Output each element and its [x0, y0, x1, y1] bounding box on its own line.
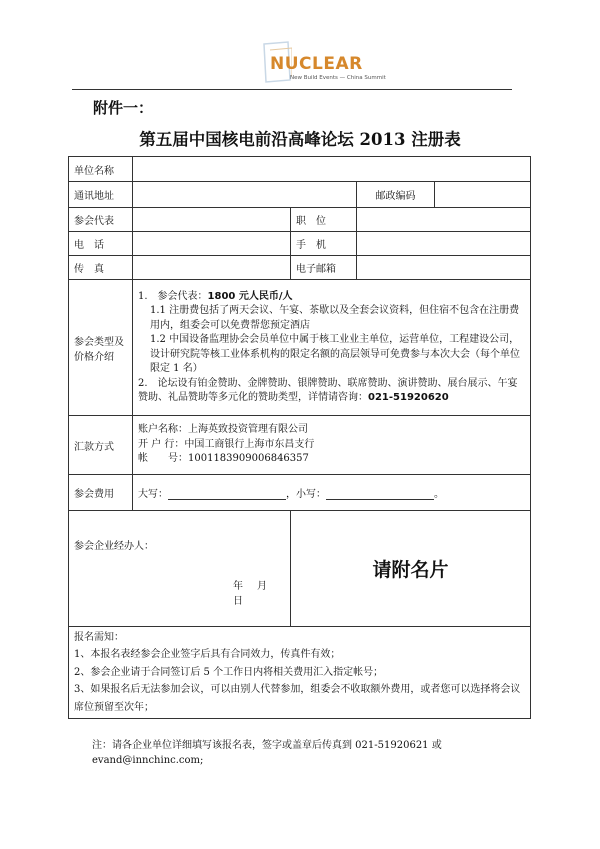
annex-label: 附件一： [93, 99, 154, 117]
handler-cell[interactable] [69, 511, 291, 627]
org-label: 单位名称 [69, 157, 133, 182]
email-field[interactable] [357, 256, 531, 280]
position-label: 职 位 [291, 208, 357, 232]
account-name: 账户名称：上海英致投资管理有限公司 [138, 424, 308, 436]
fee-description [133, 280, 531, 416]
mobile-label: 手 机 [291, 232, 357, 256]
account-number: 帐 号：1001183909006846357 [138, 453, 309, 465]
sign-date: 年 月 日 [233, 581, 281, 607]
registration-form [68, 156, 531, 719]
fax-label: 传 真 [69, 256, 133, 280]
registration-notes [69, 627, 531, 719]
fee-item-1 [138, 290, 525, 305]
paid-label: 参会费用 [69, 475, 133, 511]
note-2: 2、参会企业请于合同签订后 5 个工作日内将相关费用汇入指定帐号； [74, 666, 384, 678]
sponsor-phone: 021-51920620 [368, 392, 449, 403]
footnote: 注：请各企业单位详细填写该报名表，签字或盖章后传真到 021-51920621 或 evand@innchinc.com; [92, 740, 442, 766]
note-1: 1、本报名表经参会企业签字后具有合同效力，传真件有效； [74, 649, 341, 661]
logo-subtitle: New Build Events — China Summit [290, 75, 386, 81]
phone-field[interactable] [133, 232, 291, 256]
business-card-area[interactable]: 请附名片 [291, 511, 531, 627]
paid-field [133, 475, 531, 511]
fee-price: 1800 元人民币/人 [207, 290, 293, 302]
delegate-field[interactable] [133, 208, 291, 232]
phone-label: 电 话 [69, 232, 133, 256]
nuclear-logo [262, 40, 386, 88]
page-title: 第五届中国核电前沿高峰论坛 2013 注册表 [139, 130, 461, 149]
fee-label: 参会类型及价格介绍 [69, 280, 133, 416]
fax-field[interactable] [133, 256, 291, 280]
address-label: 通讯地址 [69, 182, 133, 208]
org-field[interactable] [133, 157, 531, 182]
upper-amount-input[interactable] [168, 489, 286, 500]
position-field[interactable] [357, 208, 531, 232]
upper-amount-label: 大写： [138, 489, 168, 500]
note-3: 3、如果报名后无法参加会议，可以由别人代替参加，组委会不收取额外费用，或者您可以选择将会议席位预留至次年； [74, 684, 521, 713]
email-label: 电子邮箱 [291, 256, 357, 280]
mobile-field[interactable] [357, 232, 531, 256]
fee-item-1-1: 1.1 注册费包括了两天会议、午宴、茶歇以及全套会议资料，但住宿不包含在注册费用内，组委会可以免费帮您预定酒店 [150, 305, 520, 331]
bank-name: 开 户 行：中国工商银行上海市东昌支行 [138, 438, 315, 450]
fee-item-1-2: 1.2 中国设备监理协会会员单位中属于核工业业主单位，运营单位，工程建设公司，设计研究院等核工业体系机构的限定名额的高层领导可免费参与本次大会（每个单位限定 1 名） [150, 334, 520, 374]
fee-item-2 [138, 377, 525, 406]
remit-label: 汇款方式 [69, 416, 133, 475]
notes-title: 报名需知： [74, 631, 124, 643]
remit-info [133, 416, 531, 475]
postcode-field[interactable] [435, 182, 531, 208]
header-rule [72, 89, 512, 90]
lower-amount-input[interactable] [326, 489, 434, 500]
logo-wordmark: NUCLEAR [270, 54, 363, 74]
fee-item-1-prefix: 1. 参会代表： [138, 290, 208, 302]
postcode-label: 邮政编码 [357, 182, 435, 208]
amount-end: 。 [434, 489, 444, 500]
address-field[interactable] [133, 182, 357, 208]
delegate-label: 参会代表 [69, 208, 133, 232]
handler-label: 参会企业经办人： [74, 541, 154, 552]
fee-item-2-text: 2. 论坛设有铂金赞助、金牌赞助、银牌赞助、联席赞助、演讲赞助、展台展示、午宴赞助、礼品赞助等多元化的赞助类型，详情请咨询： [138, 377, 518, 403]
lower-amount-label: ，小写： [286, 489, 326, 500]
